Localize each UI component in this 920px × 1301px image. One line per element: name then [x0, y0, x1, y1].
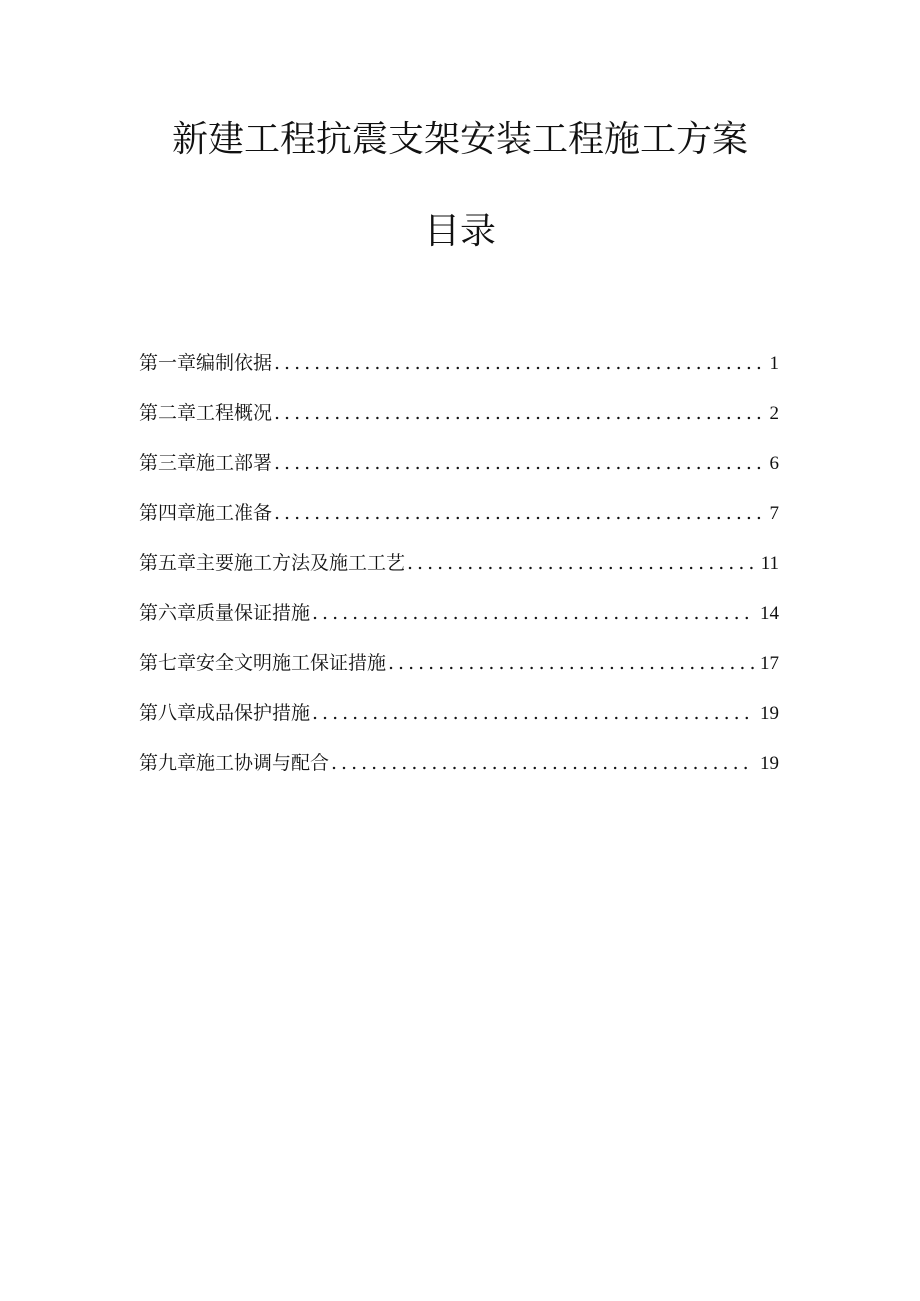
toc-entry-chapter-1[interactable]	[139, 343, 779, 393]
toc-entry-page-number: 11	[760, 553, 779, 574]
dot-leader	[274, 393, 763, 433]
toc-entry-chapter-3[interactable]	[139, 443, 779, 493]
toc-entry-label: 第五章主要施工方法及施工工艺	[139, 552, 406, 574]
toc-entry-label: 第三章施工部署	[139, 452, 273, 474]
dot-leader	[274, 493, 763, 533]
toc-entry-chapter-9[interactable]	[139, 743, 779, 793]
toc-entry-chapter-4[interactable]	[139, 493, 779, 543]
toc-entry-page-number: 1	[769, 353, 779, 374]
toc-entry-chapter-5[interactable]	[139, 543, 779, 593]
toc-entry-chapter-2[interactable]	[139, 393, 779, 443]
toc-entry-chapter-6[interactable]	[139, 593, 779, 643]
toc-entry-chapter-8[interactable]	[139, 693, 779, 743]
dot-leader	[407, 543, 755, 583]
toc-entry-label: 第二章工程概况	[139, 402, 273, 424]
toc-heading: 目录	[423, 211, 496, 252]
toc-entry-label: 第八章成品保护措施	[139, 702, 311, 724]
dot-leader	[274, 343, 763, 383]
toc-entry-label: 第一章编制依据	[139, 352, 273, 374]
document-title: 新建工程抗震支架安装工程施工方案	[171, 119, 748, 160]
dot-leader	[312, 693, 754, 733]
toc-entry-page-number: 19	[760, 753, 779, 774]
toc-entry-page-number: 14	[760, 603, 779, 624]
table-of-contents	[139, 343, 779, 793]
toc-entry-chapter-7[interactable]	[139, 643, 779, 693]
toc-entry-page-number: 6	[769, 453, 779, 474]
toc-entry-label: 第九章施工协调与配合	[139, 752, 330, 774]
toc-entry-page-number: 19	[760, 703, 779, 724]
toc-entry-page-number: 7	[769, 503, 779, 524]
toc-entry-page-number: 17	[760, 653, 779, 674]
toc-entry-label: 第六章质量保证措施	[139, 602, 311, 624]
toc-entry-label: 第七章安全文明施工保证措施	[139, 652, 387, 674]
dot-leader	[312, 593, 754, 633]
toc-entry-label: 第四章施工准备	[139, 502, 273, 524]
dot-leader	[331, 743, 754, 783]
dot-leader	[388, 643, 754, 683]
dot-leader	[274, 443, 763, 483]
toc-entry-page-number: 2	[769, 403, 779, 424]
